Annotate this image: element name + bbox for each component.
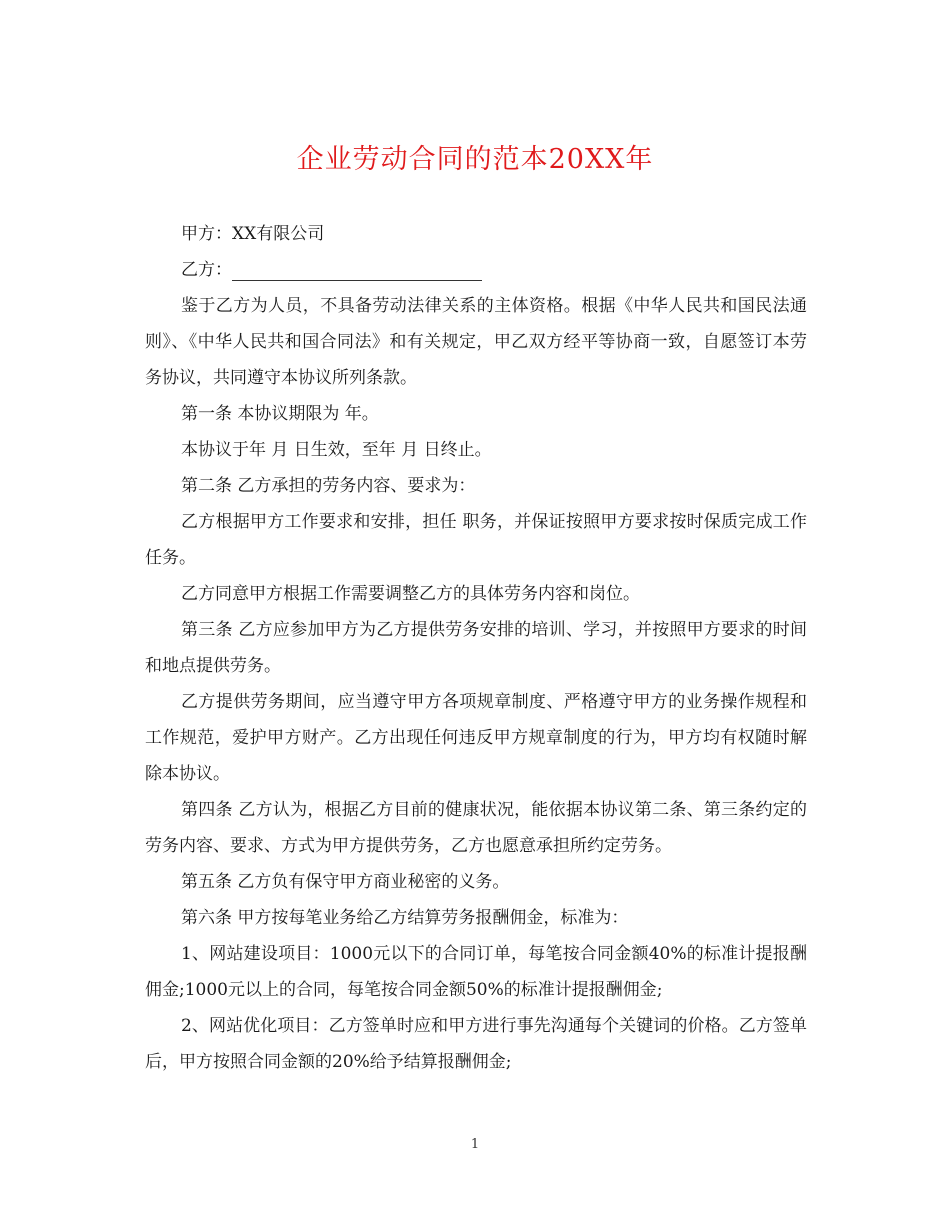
paragraph: 第五条 乙方负有保守甲方商业秘密的义务。 [181, 872, 510, 892]
paragraph: 第一条 本协议期限为 年。 [181, 404, 379, 424]
paragraph: 第四条 乙方认为，根据乙方目前的健康状况，能依据本协议第二条、第三条约定的劳务内容、要求、方式为甲方提供劳务，乙方也愿意承担所约定劳务。 [145, 800, 807, 856]
paragraph: 乙方根据甲方工作要求和安排，担任 职务，并保证按照甲方要求按时保质完成工作任务。 [145, 512, 807, 568]
party-b-label: 乙方： [181, 260, 232, 280]
paragraph: 乙方同意甲方根据工作需要调整乙方的具体劳务内容和岗位。 [181, 584, 640, 604]
paragraph: 第三条 乙方应参加甲方为乙方提供劳务安排的培训、学习，并按照甲方要求的时间和地点提供劳务。 [145, 620, 807, 676]
paragraph: 本协议于年 月 日生效，至年 月 日终止。 [181, 440, 492, 460]
paragraph: 鉴于乙方为人员，不具备劳动法律关系的主体资格。根据《中华人民共和国民法通则》、《中华人民共和国合同法》和有关规定，甲乙双方经平等协商一致，自愿签订本劳务协议，共同遵守本协议所列条款。 [145, 296, 807, 388]
document-body [145, 216, 807, 1080]
paragraph: 第六条 甲方按每笔业务给乙方结算劳务报酬佣金，标准为： [181, 908, 629, 928]
page-number: 1 [470, 1137, 480, 1152]
paragraph: 第二条 乙方承担的劳务内容、要求为： [181, 476, 476, 496]
party-a-line: 甲方：XX有限公司 [181, 224, 325, 244]
party-b-line [145, 252, 807, 288]
document-title: 企业劳动合同的范本20XX年 [296, 144, 654, 175]
paragraph: 乙方提供劳务期间，应当遵守甲方各项规章制度、严格遵守甲方的业务操作规程和工作规范，爱护甲方财产。乙方出现任何违反甲方规章制度的行为，甲方均有权随时解除本协议。 [145, 692, 807, 784]
paragraph: 1、网站建设项目：1000元以下的合同订单，每笔按合同金额40%的标准计提报酬佣金;1000元以上的合同，每笔按合同金额50%的标准计提报酬佣金; [145, 944, 807, 1000]
party-b-blank [232, 258, 482, 281]
paragraph: 2、网站优化项目：乙方签单时应和甲方进行事先沟通每个关键词的价格。乙方签单后，甲方按照合同金额的20%给予结算报酬佣金; [145, 1016, 807, 1072]
